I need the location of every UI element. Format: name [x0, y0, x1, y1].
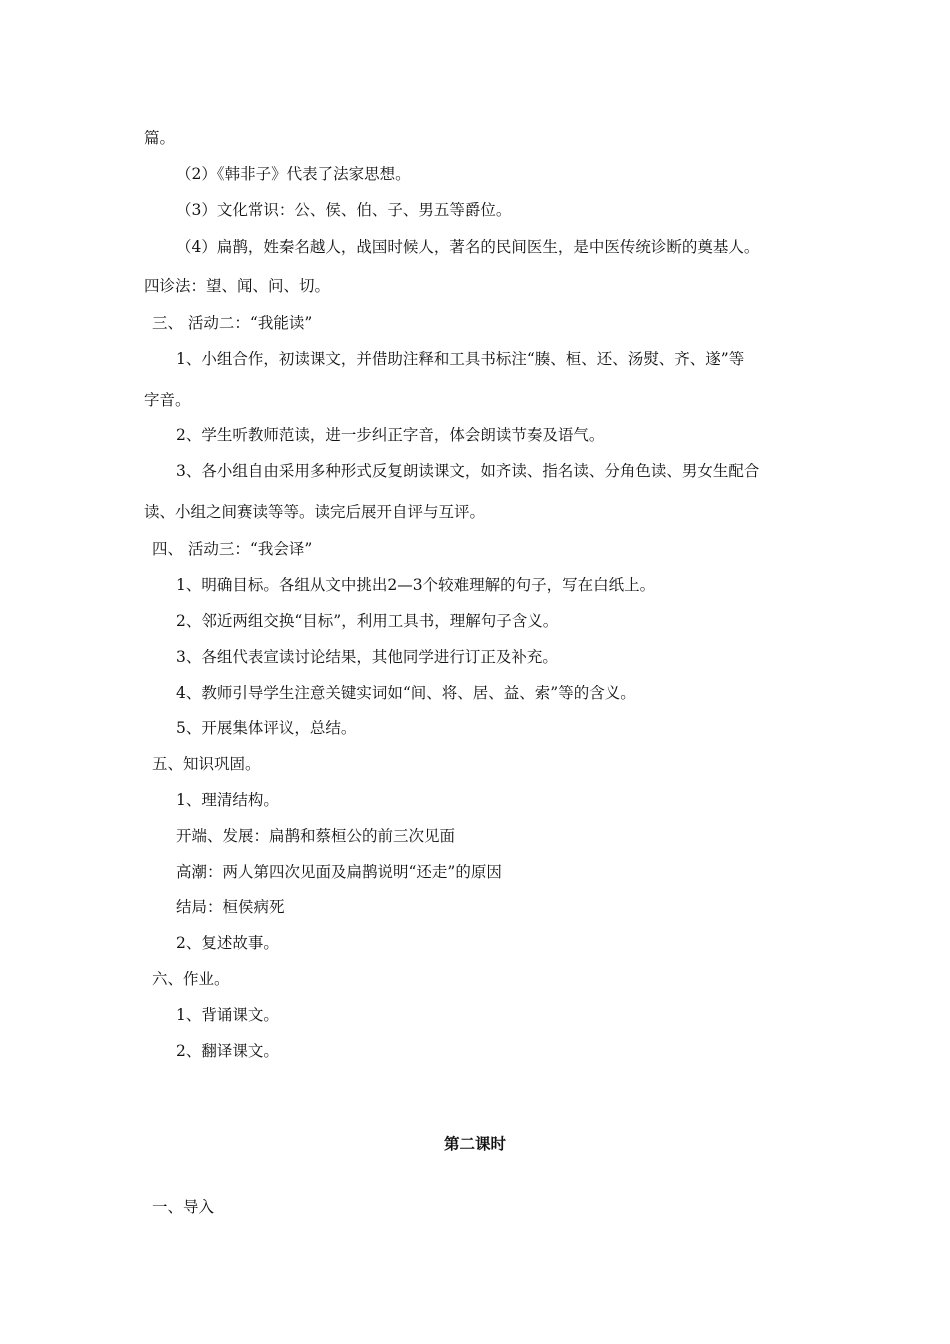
text-line: 1、小组合作，初读课文，并借助注释和工具书标注“腠、桓、还、汤熨、齐、遂”等	[176, 350, 745, 368]
text-line: 2、复述故事。	[176, 934, 279, 952]
text-line: （2）《韩非子》代表了法家思想。	[176, 165, 411, 183]
text-line: 篇。	[144, 129, 176, 147]
section-heading: 一、导入	[152, 1198, 215, 1216]
text-line: 5、开展集体评议，总结。	[176, 719, 357, 737]
text-line: 2、学生听教师范读，进一步纠正字音，体会朗读节奏及语气。	[176, 426, 605, 444]
text-line: 1、理清结构。	[176, 791, 279, 809]
section-heading: 四、 活动三：“我会译”	[152, 540, 313, 558]
text-line: 字音。	[144, 391, 191, 409]
text-line: 1、明确目标。各组从文中挑出2—3个较难理解的句子，写在白纸上。	[176, 576, 656, 594]
text-line: 高潮：两人第四次见面及扁鹊说明“还走”的原因	[176, 863, 502, 881]
text-line: 结局：桓侯病死	[176, 898, 285, 916]
text-line: 2、邻近两组交换“目标”，利用工具书，理解句子含义。	[176, 612, 559, 630]
section-heading: 五、知识巩固。	[152, 755, 261, 773]
text-line: 3、各小组自由采用多种形式反复朗读课文，如齐读、指名读、分角色读、男女生配合	[176, 462, 760, 480]
text-line: （3）文化常识：公、侯、伯、子、男五等爵位。	[176, 201, 512, 219]
text-line: 3、各组代表宣读讨论结果，其他同学进行订正及补充。	[176, 648, 558, 666]
text-line: 读、小组之间赛读等等。读完后展开自评与互评。	[144, 503, 486, 521]
text-line: 开端、发展：扁鹊和蔡桓公的前三次见面	[176, 827, 456, 845]
section-heading: 六、作业。	[152, 970, 230, 988]
section-title: 第二课时	[443, 1135, 506, 1153]
text-line: 4、教师引导学生注意关键实词如“间、将、居、益、索”等的含义。	[176, 684, 636, 702]
text-line: 2、翻译课文。	[176, 1042, 279, 1060]
text-line: 1、背诵课文。	[176, 1006, 279, 1024]
text-line: （4）扁鹊，姓秦名越人，战国时候人，著名的民间医生，是中医传统诊断的奠基人。	[176, 238, 760, 256]
text-line: 四诊法：望、闻、问、切。	[144, 277, 331, 295]
section-heading: 三、 活动二：“我能读”	[152, 314, 313, 332]
